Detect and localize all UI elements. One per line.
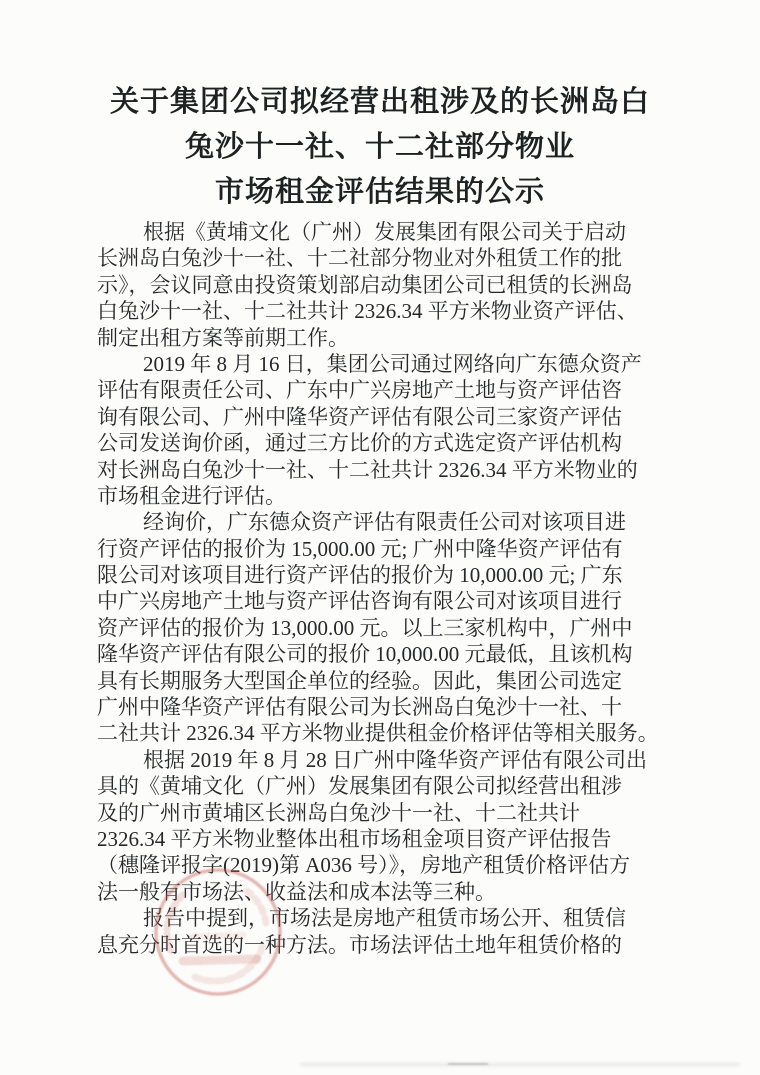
document-line: 示》，会议同意由投资策划部启动集团公司已租赁的长洲岛: [97, 272, 633, 297]
document-line: 限公司对该项目进行资产评估的报价为 10,000.00 元; 广东: [97, 563, 623, 588]
document-title: [0, 80, 760, 215]
title-line-3: 市场租金评估结果的公示: [214, 176, 545, 208]
document-line: 资产评估的报价为 13,000.00 元。以上三家机构中，广州中: [97, 615, 633, 640]
paragraph: [97, 351, 667, 509]
document-line: 广州中隆华资产评估有限公司为长洲岛白兔沙十一社、十: [97, 695, 622, 720]
document-line: 根据《黄埔文化（广州）发展集团有限公司关于启动: [143, 220, 626, 244]
document-line: 息充分时首选的一种方法。市场法评估土地年租赁价格的: [97, 932, 622, 957]
paragraph: [97, 747, 667, 905]
document-line: 对长洲岛白兔沙十一社、十二社共计 2326.34 平方米物业的: [97, 457, 638, 482]
document-line: 中广兴房地产土地与资产评估咨询有限公司对该项目进行: [97, 589, 622, 614]
scan-edge-mark: [448, 1063, 488, 1066]
document-line: 法一般有市场法、收益法和成本法等三种。: [97, 879, 496, 904]
document-line: 及的广州市黄埔区长洲岛白兔沙十一社、十二社共计: [97, 800, 580, 825]
title-line-2: 兔沙十一社、十二社部分物业: [184, 131, 575, 163]
paragraph: [97, 509, 667, 747]
document-line: 市场租金进行评估。: [97, 483, 286, 508]
document-line: 报告中提到，市场法是房地产租赁市场公开、租赁信: [143, 906, 626, 931]
document-line: 具有长期服务大型国企单位的经验。因此，集团公司选定: [97, 668, 622, 693]
document-line: （穗隆评报字(2019)第 A036 号）》，房地产租赁价格评估方: [97, 853, 631, 878]
document-body: [97, 219, 667, 958]
document-line: 根据 2019 年 8 月 28 日广州中隆华资产评估有限公司出: [143, 747, 647, 772]
document-line: 2326.34 平方米物业整体出租市场租金项目资产评估报告: [97, 826, 612, 851]
document-line: 制定出租方案等前期工作。: [97, 325, 349, 350]
document-line: 询有限公司、广州中隆华资产评估有限公司三家资产评估: [97, 404, 622, 429]
title-line-1: 关于集团公司拟经营出租涉及的长洲岛白: [109, 86, 650, 118]
document-line: 公司发送询价函，通过三方比价的方式选定资产评估机构: [97, 431, 622, 456]
seal-center-text-marks: [183, 959, 257, 961]
scan-edge-shadow: [300, 1063, 740, 1066]
paragraph: [97, 219, 667, 351]
document-line: 具的《黄埔文化（广州）发展集团有限公司拟经营出租涉: [97, 774, 622, 799]
document-line: 隆华资产评估有限公司的报价 10,000.00 元最低，且该机构: [97, 642, 633, 667]
document-line: 2019 年 8 月 16 日，集团公司通过网络向广东德众资产: [143, 351, 642, 376]
document-line: 二社共计 2326.34 平方米物业提供租金价格评估等相关服务。: [97, 721, 659, 746]
document-line: 经询价，广东德众资产评估有限责任公司对该项目进: [143, 510, 626, 535]
paragraph: [97, 905, 667, 958]
document-line: 白兔沙十一社、十二社共计 2326.34 平方米物业资产评估、: [97, 299, 638, 324]
document-line: 长洲岛白兔沙十一社、十二社部分物业对外租赁工作的批: [97, 246, 622, 271]
document-line: 评估有限责任公司、广东中广兴房地产土地与资产评估咨: [97, 378, 622, 403]
document-line: 行资产评估的报价为 15,000.00 元; 广州中隆华资产评估有: [97, 536, 623, 561]
